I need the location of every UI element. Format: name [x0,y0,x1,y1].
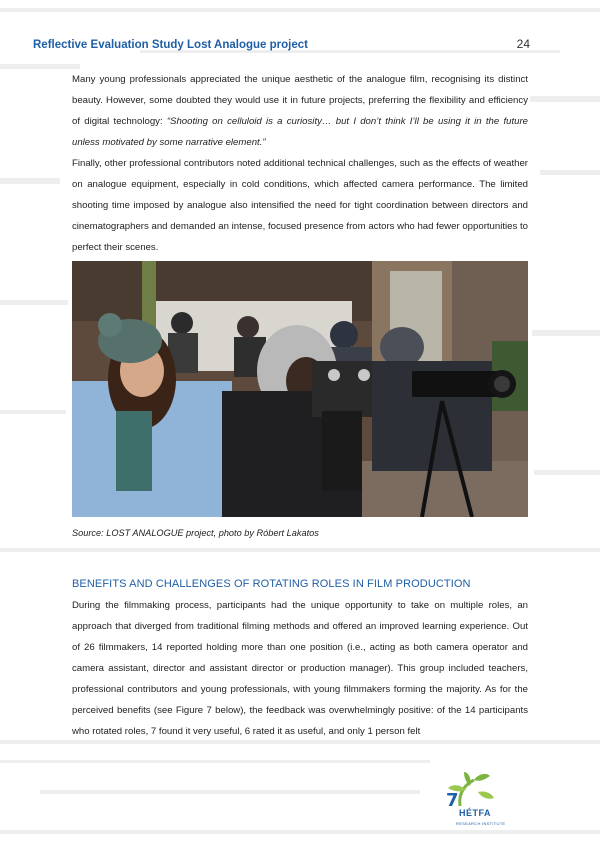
photo-illustration [72,261,528,517]
header-title: Reflective Evaluation Study Lost Analogue project [33,39,308,51]
paragraph-aesthetic-text: Many young professionals appreciated the unique aesthetic of the analogue film, recognising its distinct beauty. However, some doubted they would use it in future projects, preferring the flexibility and efficiency of digital technology: [72,74,528,127]
page-number: 24 [516,37,530,51]
logo-name: HÉTFA [459,808,492,818]
participant-quote: “Shooting on celluloid is a curiosity… but I don’t think I’ll be using it in the future unless motivated by some narrative element.” [72,116,528,148]
paragraph-rotating-roles: During the filmmaking process, participants had the unique opportunity to take on multiple roles, an approach that diverged from traditional filming methods and offered an improved learning experience. Out of 26 filmmakers, 14 reported holding more than one position (i.e., acting as both camera operator and camera assistant, director and assistant director or production manager). This group included teachers, professional contributors and young professionals, with young filmmakers forming the majority. As for the perceived benefits (see Figure 7 below), the feedback was overwhelmingly positive: of the 14 participants who rotated roles, 7 found it very useful, 6 rated it as useful, and only 1 person felt [72,600,528,737]
logo-subtitle: RESEARCH INSTITUTE [456,821,506,826]
section-heading: BENEFITS AND CHALLENGES OF ROTATING ROLES IN FILM PRODUCTION [72,578,471,591]
film-crew-photo [72,261,528,517]
paragraph-aesthetic [72,69,528,153]
paragraph-technical-challenges: Finally, other professional contributors noted additional technical challenges, such as the effects of weather on analogue equipment, especially in cold conditions, which affected camera performance. The limited shooting time imposed by analogue also intensified the need for tight coordination between directors and cinematographers and demanded an intense, focused presence from actors who had fewer opportunities to perfect their scenes. [72,158,528,253]
page-header [33,37,530,51]
photo-caption: Source: LOST ANALOGUE project, photo by Róbert Lakatos [72,528,319,538]
svg-text:7: 7 [446,790,459,811]
